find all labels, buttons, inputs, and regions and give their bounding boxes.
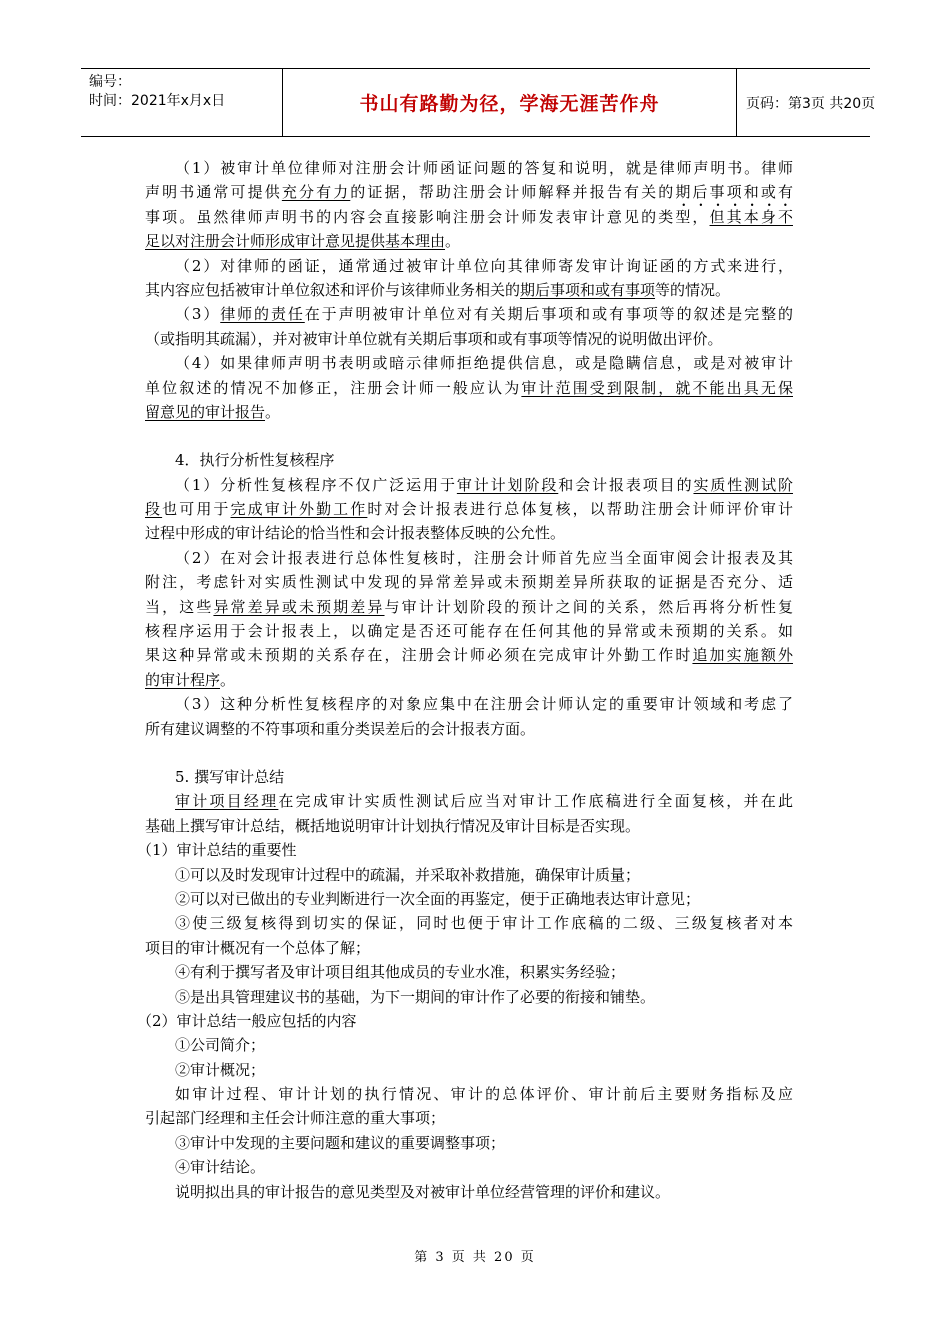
paragraph-line: 附注，考虑针对实质性测试中发现的异常差异或未预期差异所获取的证据是否充分、适 bbox=[145, 573, 793, 592]
paragraph-line: （或指明其疏漏），并对被审计单位就有关期后事项和或有事项等情况的说明做出评价。 bbox=[145, 329, 723, 348]
header-meta-cell bbox=[81, 69, 281, 136]
paragraph-line: 所有建议调整的不符事项和重分类误差后的会计报表方面。 bbox=[145, 719, 536, 738]
list-item: ③审计中发现的主要问题和建议的重要调整事项； bbox=[175, 1133, 506, 1152]
paragraph-line: 声明书通常可提供充分有力的证据，帮助注册会计师解释并报告有关的期后事项和或有 bbox=[145, 183, 793, 202]
list-item-detail: 引起部门经理和主任会计师注意的重大事项； bbox=[145, 1109, 446, 1128]
paragraph-line: （2）对律师的函证，通常通过被审计单位向其律师寄发审计询证函的方式来进行， bbox=[175, 256, 793, 275]
paragraph-line: （3）律师的责任在于声明被审计单位对有关期后事项和或有事项等的叙述是完整的 bbox=[175, 305, 793, 324]
paragraph-line: 核程序运用于会计报表上，以确定是否还可能存在任何其他的异常或未预期的关系。如 bbox=[145, 622, 793, 641]
document-number-label: 编号： bbox=[89, 74, 131, 90]
paragraph-line: （2）在对会计报表进行总体性复核时，注册会计师首先应当全面审阅会计报表及其 bbox=[175, 548, 793, 567]
paragraph-line: 审计项目经理在完成审计实质性测试后应当对审计工作底稿进行全面复核，并在此 bbox=[175, 792, 793, 811]
paragraph-line: （1）被审计单位律师对注册会计师函证问题的答复和说明，就是律师声明书。律师 bbox=[175, 159, 793, 177]
header-page-info: 页码：第3页 共20页 bbox=[746, 96, 876, 112]
page-footer: 第 3 页 共 20 页 bbox=[414, 1250, 536, 1265]
list-item: ①公司简介； bbox=[175, 1036, 266, 1055]
paragraph-line: 事项。虽然律师声明书的内容会直接影响注册会计师发表审计意见的类型，但其本身不 bbox=[145, 207, 793, 226]
list-item: ⑤是出具管理建议书的基础，为下一期间的审计作了必要的衔接和铺垫。 bbox=[175, 987, 656, 1006]
header-page-cell bbox=[736, 69, 876, 136]
section-heading: 5. 撰写审计总结 bbox=[175, 767, 285, 786]
subsection-heading: （1）审计总结的重要性 bbox=[137, 841, 297, 860]
paragraph-line: 基础上撰写审计总结，概括地说明审计计划执行情况及审计目标是否实现。 bbox=[145, 816, 641, 835]
subsection-heading: （2）审计总结一般应包括的内容 bbox=[137, 1011, 357, 1030]
paragraph-line: 足以对注册会计师形成审计意见提供基本理由。 bbox=[145, 232, 461, 251]
list-item: ②审计概况； bbox=[175, 1060, 266, 1079]
paragraph-line: 留意见的审计报告。 bbox=[145, 402, 281, 421]
list-item-detail: 如审计过程、审计计划的执行情况、审计的总体评价、审计前后主要财务指标及应 bbox=[175, 1085, 793, 1104]
header-motto-cell bbox=[282, 69, 737, 136]
paragraph-line: 其内容应包括被审计单位叙述和评价与该律师业务相关的期后事项和或有事项等的情况。 bbox=[145, 280, 731, 299]
list-item-detail: 说明拟出具的审计报告的意见类型及对被审计单位经营管理的评价和建议。 bbox=[175, 1182, 671, 1201]
paragraph-line: 的审计程序。 bbox=[145, 670, 236, 689]
paragraph-line: 过程中形成的审计结论的恰当性和会计报表整体反映的公允性。 bbox=[145, 524, 566, 543]
paragraph-line: 果这种异常或未预期的关系存在，注册会计师必须在完成审计外勤工作时追加实施额外 bbox=[145, 646, 793, 665]
paragraph-line: 段也可用于完成审计外勤工作时对会计报表进行总体复核，以帮助注册会计师评价审计 bbox=[145, 500, 793, 519]
document-time-label: 时间：2021年x月x日 bbox=[89, 93, 226, 109]
header-motto: 书山有路勤为径，学海无涯苦作舟 bbox=[359, 93, 660, 115]
paragraph-line: 单位叙述的情况不加修正，注册会计师一般应认为审计范围受到限制，就不能出具无保 bbox=[145, 378, 793, 397]
paragraph-line: （4）如果律师声明书表明或暗示律师拒绝提供信息，或是隐瞒信息，或是对被审计 bbox=[175, 354, 793, 373]
section-heading: 4．执行分析性复核程序 bbox=[175, 451, 335, 470]
list-item-continued: 项目的审计概况有一个总体了解； bbox=[145, 938, 371, 957]
list-item: ④审计结论。 bbox=[175, 1158, 266, 1177]
paragraph-line: （1）分析性复核程序不仅广泛运用于审计计划阶段和会计报表项目的实质性测试阶 bbox=[175, 475, 793, 494]
paragraph-line: 当，这些异常差异或未预期差异与审计计划阶段的预计之间的关系，然后再将分析性复 bbox=[145, 597, 793, 616]
document-body bbox=[137, 156, 793, 1204]
list-item: ④有利于撰写者及审计项目组其他成员的专业水准，积累实务经验； bbox=[175, 963, 626, 982]
paragraph-line: （3）这种分析性复核程序的对象应集中在注册会计师认定的重要审计领域和考虑了 bbox=[175, 695, 793, 714]
list-item: ①可以及时发现审计过程中的疏漏，并采取补救措施，确保审计质量； bbox=[175, 865, 641, 884]
list-item: ②可以对已做出的专业判断进行一次全面的再鉴定，便于正确地表达审计意见； bbox=[175, 889, 701, 908]
page-header bbox=[81, 68, 876, 137]
list-item: ③使三级复核得到切实的保证，同时也便于审计工作底稿的二级、三级复核者对本 bbox=[175, 914, 793, 933]
